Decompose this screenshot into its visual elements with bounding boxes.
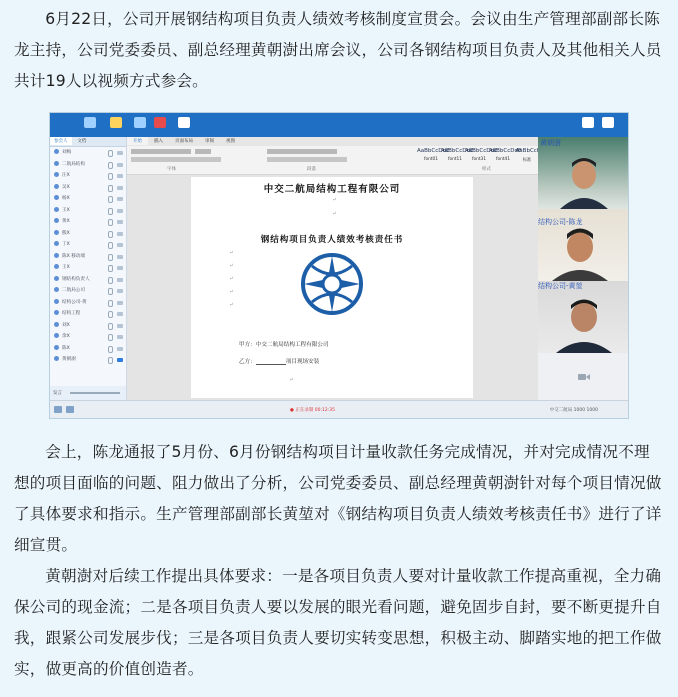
- paragraph-requirements: 黄朝澍对后续工作提出具体要求：一是各项目负责人要对计量收款工作提高重视，全力确保公司的现金流；二是各项目负责人要以发展的眼光看问题，避免固步自封，要不断更提升自我，跟紧公司发展步伐；三是各项目负责人要切实转变思想，积极主动、脚踏实地的把工作做实，做更高的价值创造者。: [14, 567, 662, 678]
- format-buttons[interactable]: [131, 157, 221, 162]
- style-label: font31: [471, 157, 487, 162]
- camera-icon[interactable]: [117, 220, 123, 224]
- video-name: 结构公司-陈龙: [538, 218, 583, 226]
- avatar: [54, 345, 59, 350]
- return-mark: ↵: [229, 263, 234, 269]
- video-name: 结构公司-黄堃: [538, 282, 583, 290]
- camera-icon[interactable]: [66, 406, 74, 413]
- camera-icon[interactable]: [117, 151, 123, 155]
- style-label: font01: [423, 157, 439, 162]
- tool-icon: [84, 117, 96, 128]
- camera-icon[interactable]: [117, 174, 123, 178]
- participant-item[interactable]: [50, 297, 126, 309]
- mic-icon[interactable]: [108, 162, 113, 169]
- participant-name: 刘梅: [62, 150, 72, 155]
- participant-name: 二航局结构: [62, 161, 85, 167]
- ribbon-tabs: [127, 137, 538, 146]
- camera-icon[interactable]: [117, 163, 123, 167]
- style-label: font11: [447, 157, 463, 162]
- mic-icon[interactable]: [108, 288, 113, 295]
- participant-name: 王X: [62, 207, 70, 213]
- participant-name: 黄X: [62, 219, 70, 224]
- tool-icon: [582, 117, 594, 128]
- mic-icon[interactable]: [108, 323, 113, 330]
- bottom-bar: [50, 400, 628, 418]
- return-mark: ↵: [229, 302, 234, 308]
- avatar: [54, 299, 59, 304]
- ribbon-tab[interactable]: 审阅: [205, 139, 214, 144]
- mic-icon[interactable]: [108, 254, 113, 261]
- mic-icon[interactable]: [54, 406, 62, 413]
- style-sample: AaBbCcDdE: [417, 148, 450, 154]
- avatar: [54, 161, 59, 166]
- font-size-selector[interactable]: [195, 149, 211, 154]
- participant-name: 结构工程: [62, 311, 81, 316]
- ribbon-tab[interactable]: 页面布局: [175, 139, 193, 144]
- volume-slider[interactable]: [70, 392, 120, 394]
- group-font-label: 字体: [167, 167, 176, 172]
- avatar: [54, 241, 59, 246]
- participant-item[interactable]: [50, 228, 126, 240]
- mic-icon[interactable]: [108, 300, 113, 307]
- mic-icon[interactable]: [108, 357, 113, 364]
- party-b-prefix: 乙方：: [239, 359, 256, 365]
- company-title: 中交二航局结构工程有限公司: [263, 184, 401, 195]
- group-styles-label: 样式: [482, 167, 491, 172]
- avatar: [54, 322, 59, 327]
- meeting-screenshot: [50, 113, 628, 418]
- camera-icon[interactable]: [117, 232, 123, 236]
- avatar: [54, 276, 59, 281]
- camera-icon[interactable]: [117, 301, 123, 305]
- camera-icon[interactable]: [117, 358, 123, 362]
- participant-item[interactable]: [50, 205, 126, 217]
- camera-icon: [578, 373, 590, 381]
- participant-item[interactable]: [50, 170, 126, 182]
- participant-name: 钢结构负责人: [62, 276, 90, 282]
- paragraph-intro: 6月22日，公司开展钢结构项目负责人绩效考核制度宣贯会。会议由生产管理部副部长陈龙主持，公司党委委员、副总经理黄朝澍出席会议，公司各钢结构项目负责人及其他相关人员共计19人以视频方式参会。: [14, 10, 662, 90]
- participant-name: 二航局公司: [62, 288, 85, 293]
- avatar: [54, 172, 59, 177]
- camera-icon[interactable]: [117, 347, 123, 351]
- avatar: [54, 218, 59, 223]
- video-tile[interactable]: [538, 209, 628, 281]
- avatar: [54, 184, 59, 189]
- camera-icon[interactable]: [117, 266, 123, 270]
- return-mark: ↵: [229, 289, 234, 295]
- participant-item[interactable]: [50, 308, 126, 320]
- ribbon-tab[interactable]: 插入: [154, 139, 163, 144]
- avatar: [54, 310, 59, 315]
- participant-item[interactable]: [50, 216, 126, 228]
- style-sample: AaBbCcDdE: [441, 148, 474, 154]
- participant-item[interactable]: [50, 147, 126, 159]
- mic-icon[interactable]: [108, 185, 113, 192]
- return-mark: ↵: [229, 250, 234, 256]
- party-b-suffix: 项目现场安装: [285, 359, 320, 365]
- camera-icon[interactable]: [117, 289, 123, 293]
- style-sample: AaBbCcDdE: [489, 148, 522, 154]
- speakers-label: 发言: [53, 391, 62, 396]
- recording-status: ● 正在录制 00:12:35: [290, 408, 335, 413]
- video-tile[interactable]: [538, 281, 628, 353]
- document-area: [127, 175, 538, 400]
- camera-icon[interactable]: [117, 312, 123, 316]
- participant-name: 结构公司-黄: [62, 299, 87, 305]
- editor-ribbon: [127, 137, 538, 175]
- participant-item[interactable]: [50, 193, 126, 205]
- party-b-line: [239, 357, 319, 365]
- camera-icon[interactable]: [117, 278, 123, 282]
- video-tile-empty[interactable]: [538, 353, 628, 400]
- mic-icon[interactable]: [108, 150, 113, 157]
- font-selector[interactable]: [131, 149, 191, 154]
- company-logo: [300, 252, 364, 316]
- mic-icon[interactable]: [108, 346, 113, 353]
- blank-underline: [256, 364, 286, 365]
- list-buttons[interactable]: [267, 149, 337, 154]
- style-sample: AaBbCcDdE: [465, 148, 498, 154]
- camera-icon[interactable]: [117, 255, 123, 259]
- mic-icon[interactable]: [108, 277, 113, 284]
- participant-name: 刘X: [62, 322, 70, 328]
- tool-icon: [110, 117, 122, 128]
- avatar: [54, 287, 59, 292]
- participant-name: 丁X: [62, 242, 70, 247]
- participant-item[interactable]: [50, 285, 126, 297]
- party-a-line: 甲方：中交二航局结构工程有限公司: [239, 342, 329, 348]
- tab-documents[interactable]: 文档: [77, 139, 87, 144]
- avatar: [54, 230, 59, 235]
- speakers-bar: [50, 386, 126, 400]
- participant-name: 熊X: [62, 230, 70, 236]
- paragraph-report: 会上，陈龙通报了5月份、6月份钢结构项目计量收款任务完成情况，并对完成情况不理想的项目面临的问题、阻力做出了分析，公司党委委员、副总经理黄朝澍针对每个项目情况做了具体要求和指示。生产管理部副部长黄堃对《钢结构项目负责人绩效考核责任书》进行了详细宣贯。: [14, 443, 662, 554]
- align-buttons[interactable]: [267, 157, 347, 162]
- ribbon-tab[interactable]: 开始: [127, 137, 148, 145]
- participant-name: 陈X: [62, 345, 70, 351]
- camera-icon[interactable]: [117, 186, 123, 190]
- avatar: [54, 356, 59, 361]
- tool-icon: [178, 117, 190, 128]
- avatar: [54, 264, 59, 269]
- avatar: [54, 149, 59, 154]
- participant-video: [538, 281, 628, 353]
- style-label: font41: [495, 157, 511, 162]
- return-mark: ↵: [332, 197, 337, 203]
- mic-icon[interactable]: [108, 196, 113, 203]
- avatar: [54, 253, 59, 258]
- avatar: [54, 195, 59, 200]
- return-mark: ↵: [332, 211, 337, 217]
- participant-name: 陈X 移动端: [62, 253, 85, 259]
- return-mark: ↵: [229, 276, 234, 282]
- group-paragraph-label: 段落: [307, 167, 316, 172]
- tool-icon: [602, 117, 614, 128]
- tool-icon: [154, 117, 166, 128]
- participant-panel: [50, 137, 127, 400]
- participant-item[interactable]: [50, 343, 126, 355]
- document-page: [191, 177, 473, 398]
- ribbon-tab[interactable]: 视图: [226, 139, 235, 144]
- camera-icon[interactable]: [117, 197, 123, 201]
- participant-item[interactable]: [50, 251, 126, 263]
- app-titlebar: [50, 113, 628, 137]
- participant-item[interactable]: [50, 354, 126, 366]
- participant-item[interactable]: [50, 262, 126, 274]
- mic-icon[interactable]: [108, 219, 113, 226]
- participant-name: 汪X: [62, 173, 70, 178]
- participant-item[interactable]: [50, 274, 126, 286]
- style-option[interactable]: [513, 148, 541, 165]
- participant-item[interactable]: [50, 159, 126, 171]
- style-label: 标准: [522, 158, 532, 163]
- mic-icon[interactable]: [108, 231, 113, 238]
- participant-name: 杨X: [62, 196, 70, 201]
- video-tile[interactable]: [538, 137, 628, 209]
- tool-icon: [134, 117, 146, 128]
- mic-icon[interactable]: [108, 334, 113, 341]
- mic-icon[interactable]: [108, 265, 113, 272]
- mic-icon[interactable]: [108, 242, 113, 249]
- camera-icon[interactable]: [117, 335, 123, 339]
- video-panel: [538, 137, 628, 400]
- return-mark: ↵: [289, 377, 294, 383]
- video-name: 黄朝澍: [540, 139, 561, 147]
- avatar: [54, 333, 59, 338]
- participant-item[interactable]: [50, 182, 126, 194]
- participant-name: 黄朝澍: [62, 357, 76, 362]
- avatar: [54, 207, 59, 212]
- participant-name: 吴X: [62, 184, 70, 190]
- participant-item[interactable]: [50, 239, 126, 251]
- document-title: 钢结构项目负责人绩效考核责任书: [260, 235, 404, 245]
- style-sample: AaBbCcI: [515, 148, 539, 154]
- camera-icon[interactable]: [117, 324, 123, 328]
- camera-icon[interactable]: [117, 243, 123, 247]
- participant-list: [50, 147, 126, 366]
- participant-name: 王X: [62, 265, 70, 270]
- participant-item[interactable]: [50, 320, 126, 332]
- mic-icon[interactable]: [108, 208, 113, 215]
- tab-participants[interactable]: 参会人: [50, 137, 72, 145]
- mic-icon[interactable]: [108, 173, 113, 180]
- meeting-id: 中交二航局 1000 1000: [549, 408, 598, 413]
- mic-icon[interactable]: [108, 311, 113, 318]
- camera-icon[interactable]: [117, 209, 123, 213]
- participant-name: 余X: [62, 334, 70, 339]
- participant-item[interactable]: [50, 331, 126, 343]
